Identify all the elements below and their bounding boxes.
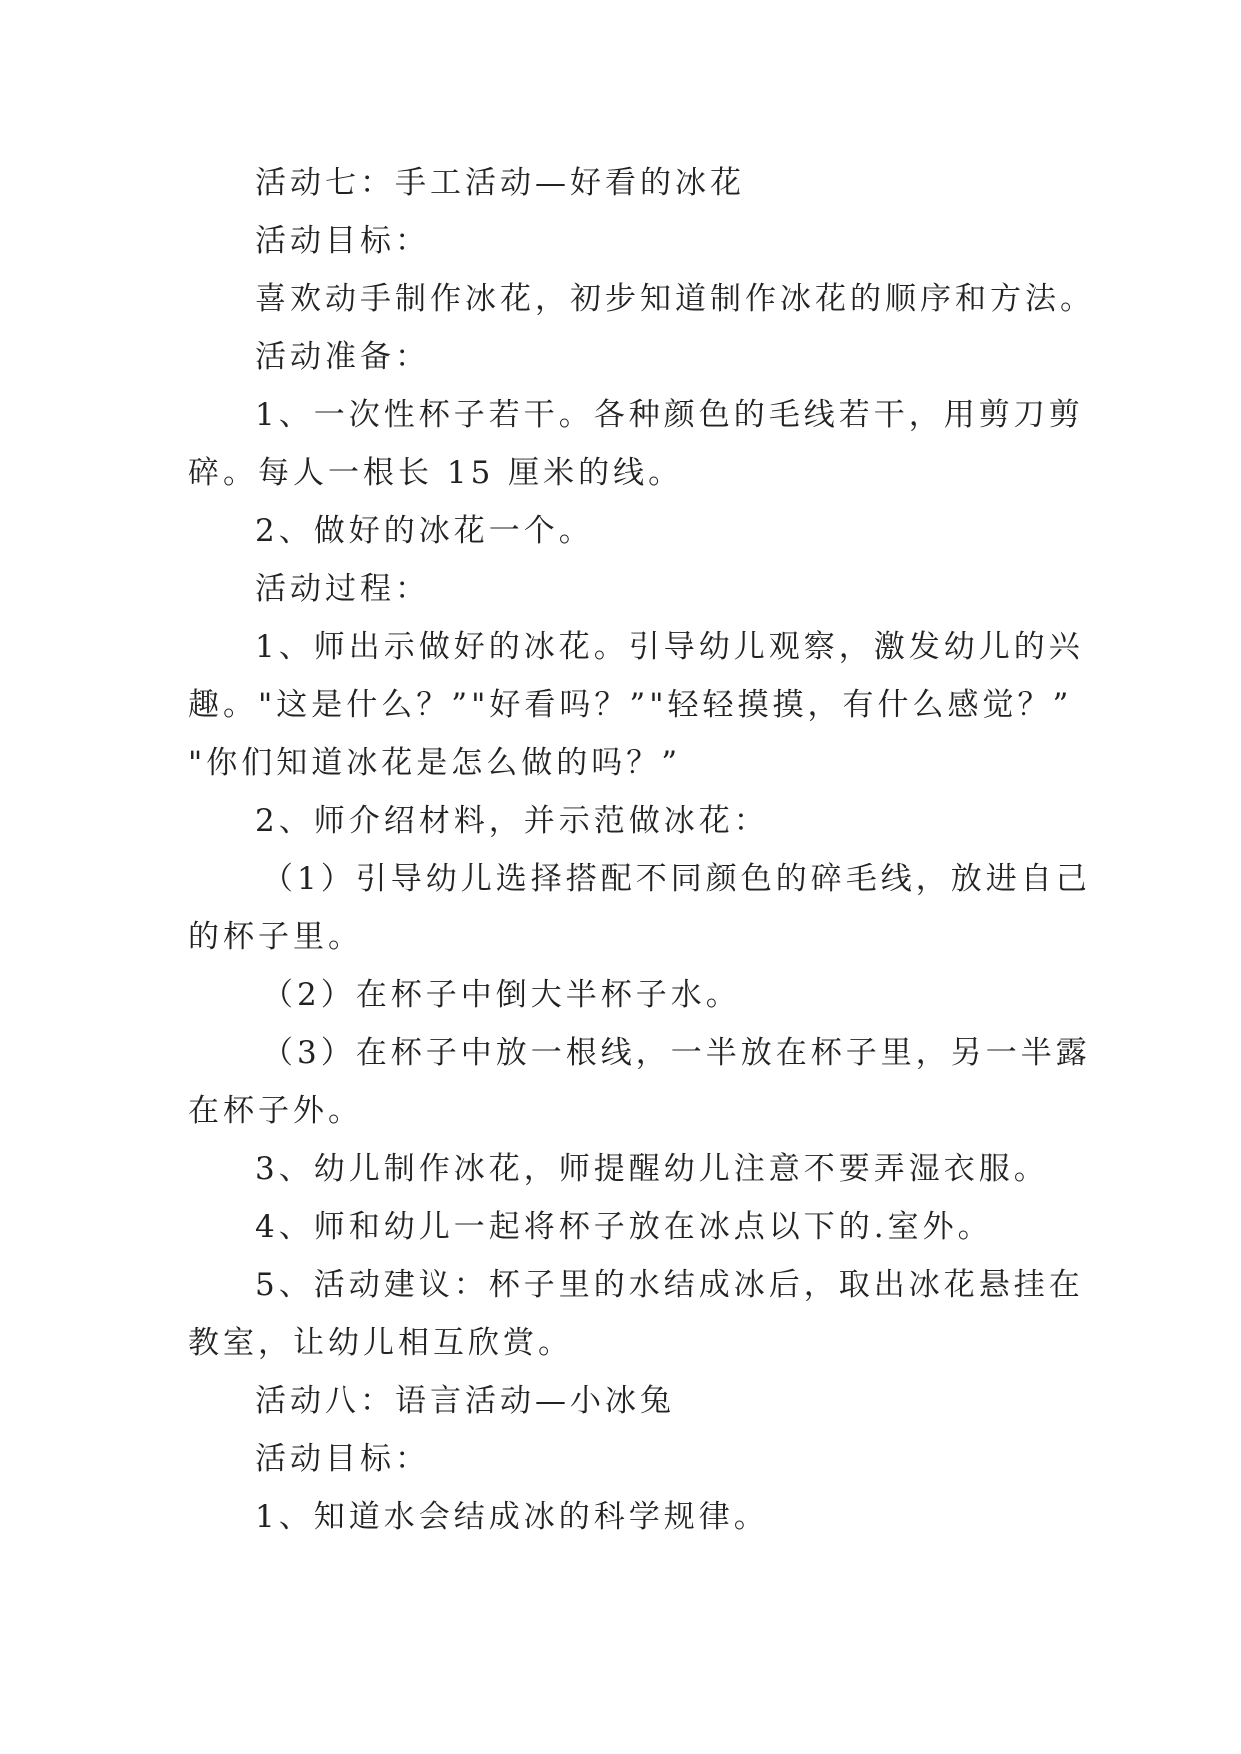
process-substep-3: （3）在杯子中放一根线，一半放在杯子里，另一半露 xyxy=(262,1035,1091,1071)
process-substep-3-continued: 在杯子外。 xyxy=(188,1093,363,1129)
process-step-1-continued: 趣。"这是什么？”"好看吗？”"轻轻摸摸，有什么感觉？” xyxy=(188,687,1073,723)
goal-text: 喜欢动手制作冰花，初步知道制作冰花的顺序和方法。 xyxy=(255,281,1095,317)
section-goals-label-2: 活动目标： xyxy=(255,1441,430,1477)
process-step-5: 5、活动建议：杯子里的水结成冰后，取出冰花悬挂在 xyxy=(255,1267,1084,1303)
process-step-5-continued: 教室，让幼儿相互欣赏。 xyxy=(188,1325,573,1361)
process-step-3: 3、幼儿制作冰花，师提醒幼儿注意不要弄湿衣服。 xyxy=(255,1151,1049,1187)
section-preparation-label: 活动准备： xyxy=(255,339,430,375)
process-step-4: 4、师和幼儿一起将杯子放在冰点以下的.室外。 xyxy=(255,1209,993,1245)
section-goals-label: 活动目标： xyxy=(255,223,430,259)
preparation-item-2: 2、做好的冰花一个。 xyxy=(255,513,594,549)
process-substep-1-continued: 的杯子里。 xyxy=(188,919,363,955)
section-process-label: 活动过程： xyxy=(255,571,430,607)
process-substep-2: （2）在杯子中倒大半杯子水。 xyxy=(262,977,741,1013)
process-step-2: 2、师介绍材料，并示范做冰花： xyxy=(255,803,769,839)
heading-activity-7: 活动七：手工活动—好看的冰花 xyxy=(255,165,745,201)
process-step-1-continued-2: "你们知道冰花是怎么做的吗？” xyxy=(188,745,682,781)
process-substep-1: （1）引导幼儿选择搭配不同颜色的碎毛线，放进自己 xyxy=(262,861,1091,897)
process-step-1: 1、师出示做好的冰花。引导幼儿观察，激发幼儿的兴 xyxy=(255,629,1084,665)
preparation-item-1: 1、一次性杯子若干。各种颜色的毛线若干，用剪刀剪 xyxy=(255,397,1084,433)
preparation-item-1-continued: 碎。每人一根长 15 厘米的线。 xyxy=(188,455,684,491)
goal-item-1: 1、知道水会结成冰的科学规律。 xyxy=(255,1499,769,1535)
heading-activity-8: 活动八：语言活动—小冰兔 xyxy=(255,1383,675,1419)
